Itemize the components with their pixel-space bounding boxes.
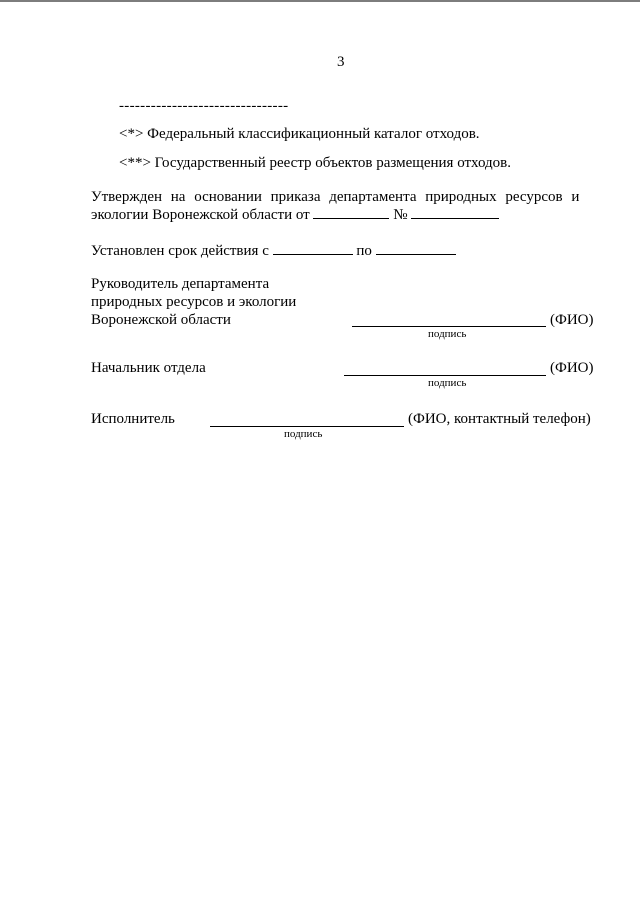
head-name-hint: (ФИО) <box>550 312 594 328</box>
executor-title: Исполнитель <box>91 411 175 427</box>
head-title-line-2: природных ресурсов и экологии <box>91 294 297 310</box>
head-title-line-1: Руководитель департамента <box>91 276 270 292</box>
validity-line <box>91 242 456 260</box>
approval-number-field[interactable] <box>411 206 499 219</box>
validity-from-field[interactable] <box>273 242 353 255</box>
approval-date-field[interactable] <box>313 206 389 219</box>
page-number: 3 <box>337 54 345 70</box>
approval-number-sign: № <box>393 207 408 223</box>
validity-to-label: по <box>356 243 372 259</box>
executor-signature-line[interactable] <box>210 426 404 427</box>
head-title-line-3: Воронежской области <box>91 312 231 328</box>
footnote-2: <**> Государственный реестр объектов размещения отходов. <box>119 155 512 171</box>
approval-line-2 <box>91 206 499 224</box>
scan-top-edge <box>0 0 640 2</box>
department-head-title: Начальник отдела <box>91 360 206 376</box>
footnote-1: <*> Федеральный классификационный каталог отходов. <box>119 126 480 142</box>
footnote-separator: -------------------------------- <box>119 98 289 114</box>
department-head-signature-hint: подпись <box>428 377 467 389</box>
head-signature-line[interactable] <box>352 326 546 327</box>
validity-label: Установлен срок действия с <box>91 243 269 259</box>
head-signature-hint: подпись <box>428 328 467 340</box>
executor-signature-hint: подпись <box>284 428 323 440</box>
department-head-name-hint: (ФИО) <box>550 360 594 376</box>
approval-line-1: Утвержден на основании приказа департамента природных ресурсов и <box>91 189 580 205</box>
approval-date-label: экологии Воронежской области от <box>91 207 310 223</box>
validity-to-field[interactable] <box>376 242 456 255</box>
department-head-signature-line[interactable] <box>344 375 546 376</box>
executor-name-hint: (ФИО, контактный телефон) <box>408 411 591 427</box>
